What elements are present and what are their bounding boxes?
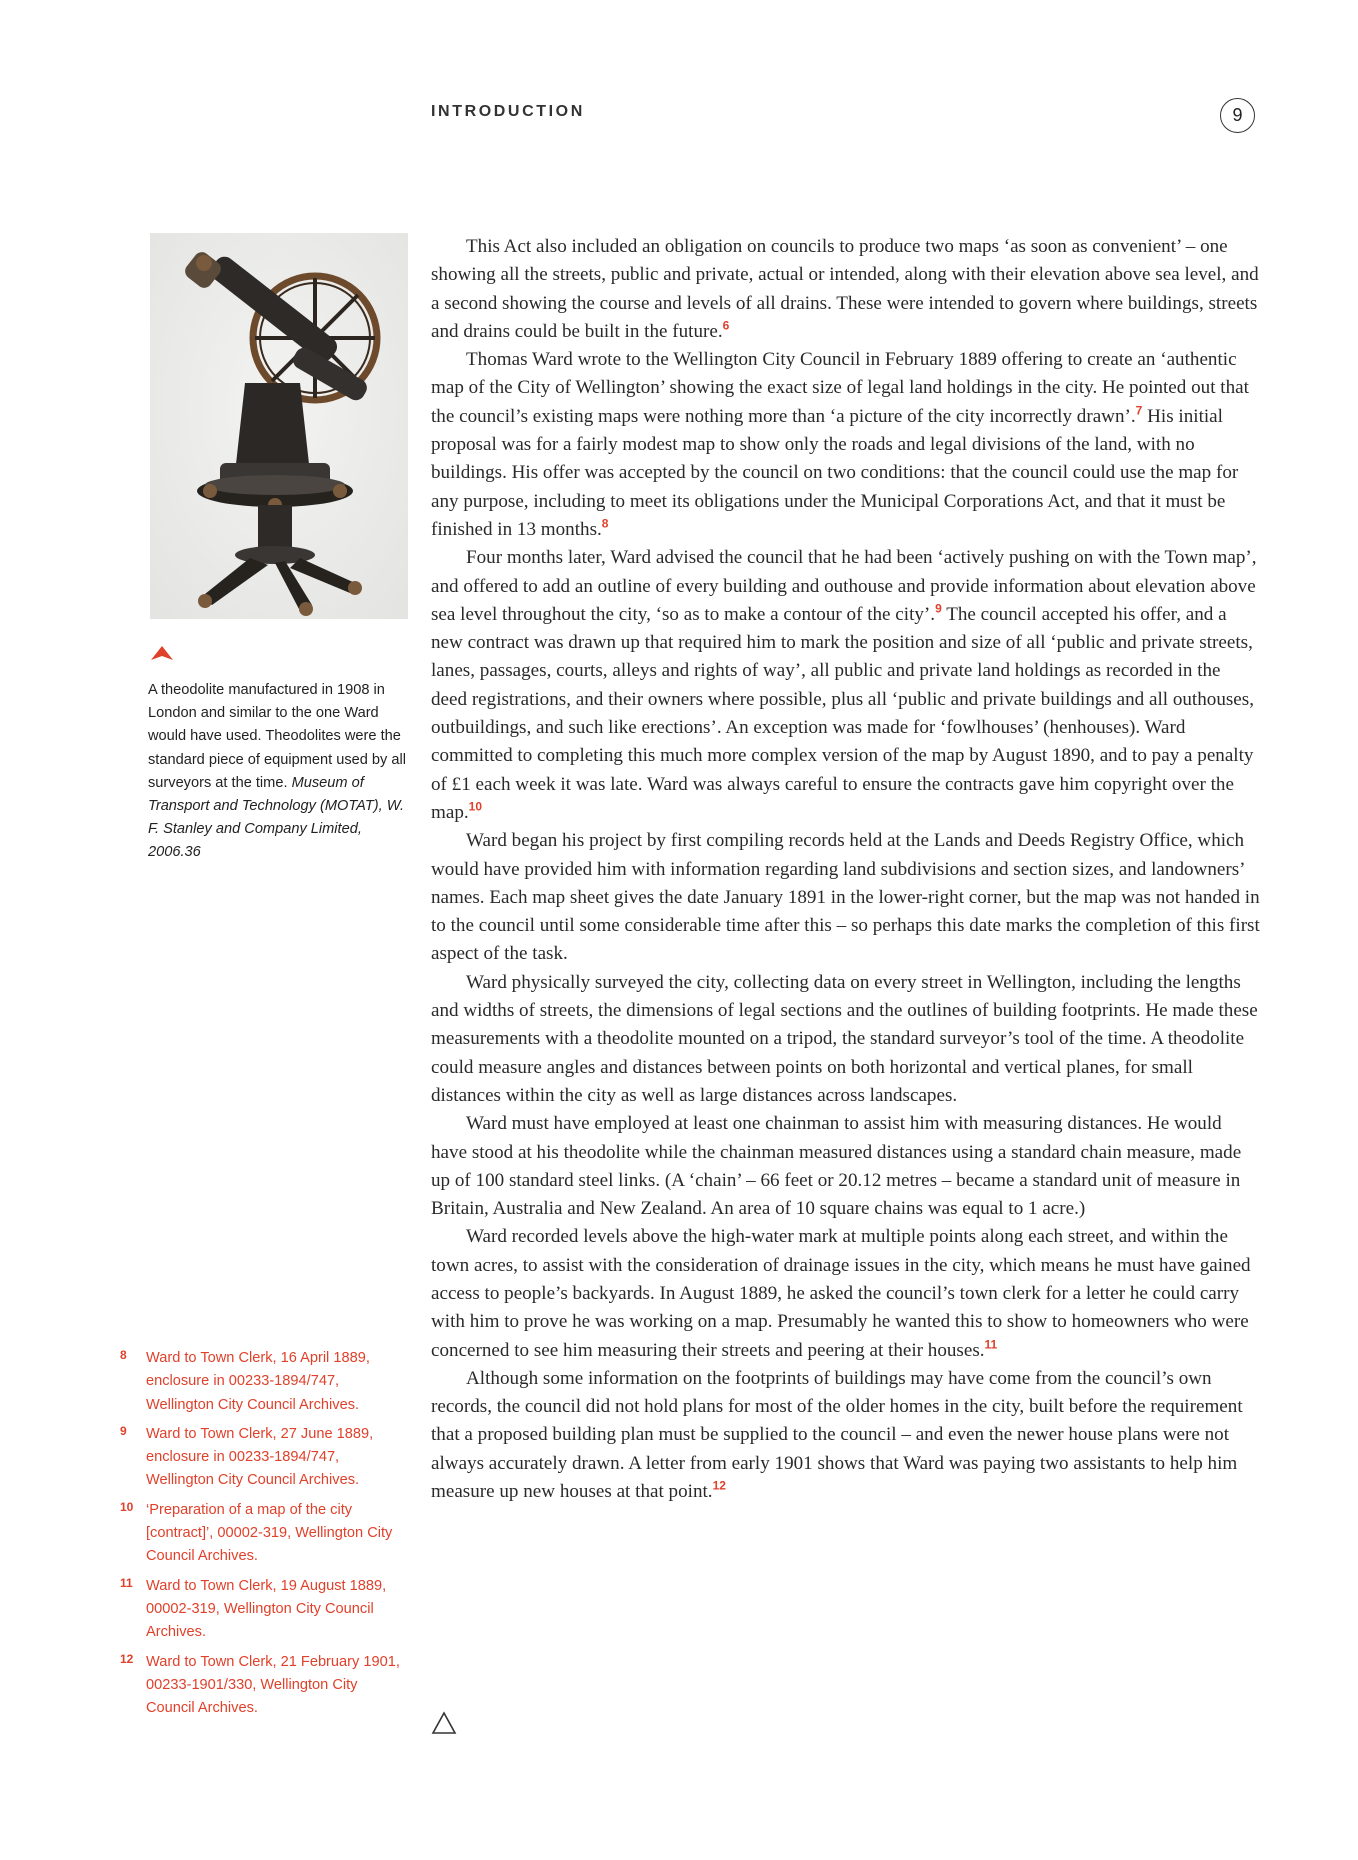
caption-credit: Museum of Transport and Technology (MOTAT), W. F. Stanley and Company Limited, 2006.36 bbox=[148, 774, 405, 861]
footnote-ref: 10 bbox=[468, 799, 483, 814]
footnote-number: 9 bbox=[120, 1423, 127, 1438]
paragraph bbox=[431, 544, 1261, 827]
footnote-ref: 11 bbox=[984, 1337, 998, 1352]
paragraph-text: This Act also included an obligation on councils to produce two maps ‘as soon as convenient’ – one showing all the streets, public and private, actual or intended, along with their elevation above sea level, and a second showing the course and levels of all drains. These were intended to govern where buildings, streets and drains could be built in the future. bbox=[431, 236, 1259, 342]
paragraph-text: His initial proposal was for a fairly modest map to show only the roads and legal divisions of the land, with no buildings. His offer was accepted by the council on two conditions: that the council could use the map for any purpose, including to meet its obligations under the Municipal Corporations Act, and that it must be finished in 13 months. bbox=[431, 405, 1239, 540]
paragraph-text: The council accepted his offer, and a new contract was drawn up that required him to mark the position and size of all ‘public and private streets, lanes, passages, courts, alleys and rights of way’, all public and private land holdings as recorded in the deed registrations, and their owners where possible, plus all ‘public and private buildings and all outhouses, outbuildings, and such like erections’. An exception was made for ‘fowlhouses’ (henhouses). Ward committed to completing this much more complex version of the map by August 1890, and to pay a penalty of £1 each week it was late. Ward was always careful to ensure the contracts gave him copyright over the map. bbox=[431, 603, 1254, 823]
footnote bbox=[120, 1423, 410, 1493]
footnote-text: Ward to Town Clerk, 21 February 1901, 00233-1901/330, Wellington City Council Archives. bbox=[146, 1653, 400, 1717]
paragraph: Ward began his project by first compiling records held at the Lands and Deeds Registry Office, which would have provided him with information regarding land subdivisions and section sizes, and landowners’ names. Each map sheet gives the date January 1891 in the lower-right corner, but the map was not handed in to the council until some considerable time after this – so perhaps this date marks the completion of this first aspect of the task. bbox=[431, 830, 1260, 965]
footnote-number: 8 bbox=[120, 1348, 127, 1362]
footnote bbox=[120, 1499, 410, 1569]
footnote-ref: 6 bbox=[722, 318, 730, 333]
figure-caption bbox=[148, 679, 410, 865]
footnote bbox=[120, 1575, 410, 1645]
paragraph bbox=[431, 1365, 1261, 1506]
page-number: 9 bbox=[1220, 98, 1255, 133]
footnote-text: Ward to Town Clerk, 16 April 1889, enclosure in 00233-1894/747, Wellington City Council Archives. bbox=[146, 1350, 370, 1413]
footnote-ref: 9 bbox=[935, 601, 942, 616]
paragraph: Ward must have employed at least one chainman to assist him with measuring distances. He would have stood at his theodolite while the chainman measured distances using a standard chain measure, made up of 100 standard steel links. (A ‘chain’ – 66 feet or 20.12 metres – became a standard unit of measure in Britain, Australia and New Zealand. An area of 10 square chains was equal to 1 acre.) bbox=[431, 1113, 1242, 1220]
paragraph-text: Four months later, Ward advised the council that he had been ‘actively pushing on with the Town map’, and offered to add an outline of every building and outhouse and provide information about elevation above sea level throughout the city, ‘so as to make a contour of the city’. bbox=[431, 547, 1257, 625]
footnote-text: Ward to Town Clerk, 27 June 1889, enclosure in 00233-1894/747, Wellington City Council Archives. bbox=[146, 1425, 374, 1489]
paragraph bbox=[431, 1223, 1261, 1364]
body-text bbox=[431, 233, 1261, 1506]
footnote-ref: 7 bbox=[1135, 403, 1143, 418]
footnote bbox=[120, 1347, 410, 1417]
footnote-number: 10 bbox=[120, 1499, 134, 1514]
caption-text: A theodolite manufactured in 1908 in London and similar to the one Ward would have used. Theodolites were the standard piece of equipment used by all surveyors at the time. bbox=[148, 682, 406, 791]
caption-marker-icon bbox=[150, 645, 174, 661]
theodolite-photo bbox=[150, 233, 408, 619]
footnote-ref: 8 bbox=[601, 516, 609, 531]
paragraph bbox=[431, 346, 1261, 544]
footnote-ref: 12 bbox=[712, 1478, 726, 1493]
theodolite-illustration bbox=[150, 233, 408, 619]
footnote-text: Ward to Town Clerk, 19 August 1889, 00002-319, Wellington City Council Archives. bbox=[146, 1577, 387, 1641]
footnote bbox=[120, 1651, 410, 1721]
paragraph: Ward physically surveyed the city, collecting data on every street in Wellington, including the lengths and widths of streets, the dimensions of legal sections and the outlines of building footprints. He made these measurements with a theodolite mounted on a tripod, the standard surveyor’s tool of the time. A theodolite could measure angles and distances between points on both horizontal and vertical planes, for small distances within the city as well as large distances across landscapes. bbox=[431, 971, 1258, 1106]
footnote-number: 11 bbox=[120, 1575, 133, 1590]
paragraph-text: Although some information on the footprints of buildings may have come from the council’s own records, the council did not hold plans for most of the older homes in the city, built before the requirement that a proposed building plan must be supplied to the council – and even the newer house plans were not always accurately drawn. A letter from early 1901 shows that Ward was paying two assistants to help him measure up new houses at that point. bbox=[431, 1367, 1243, 1503]
paragraph bbox=[431, 233, 1261, 346]
paragraph-text: Thomas Ward wrote to the Wellington City Council in February 1889 offering to create an ‘authentic map of the City of Wellington’ showing the exact size of legal land holdings in the city. He pointed out that the council’s existing maps were nothing more than ‘a picture of the city incorrectly drawn’. bbox=[431, 349, 1249, 427]
footnotes bbox=[120, 1347, 410, 1726]
section-title: INTRODUCTION bbox=[431, 103, 585, 120]
footnote-number: 12 bbox=[120, 1651, 134, 1666]
footnote-text: ‘Preparation of a map of the city [contract]’, 00002-319, Wellington City Council Archives. bbox=[146, 1501, 393, 1565]
paragraph-text: Ward recorded levels above the high-water mark at multiple points along each street, and within the town acres, to assist with the consideration of drainage issues in the city, which means he must have gained access to people’s backyards. In August 1889, he asked the council’s town clerk for a letter he could carry with him to prove he was working on a map. Presumably he wanted this to show to homeowners who were concerned to see him measuring their streets and peering at their houses. bbox=[431, 1226, 1251, 1361]
end-of-section-triangle-icon bbox=[431, 1711, 457, 1735]
